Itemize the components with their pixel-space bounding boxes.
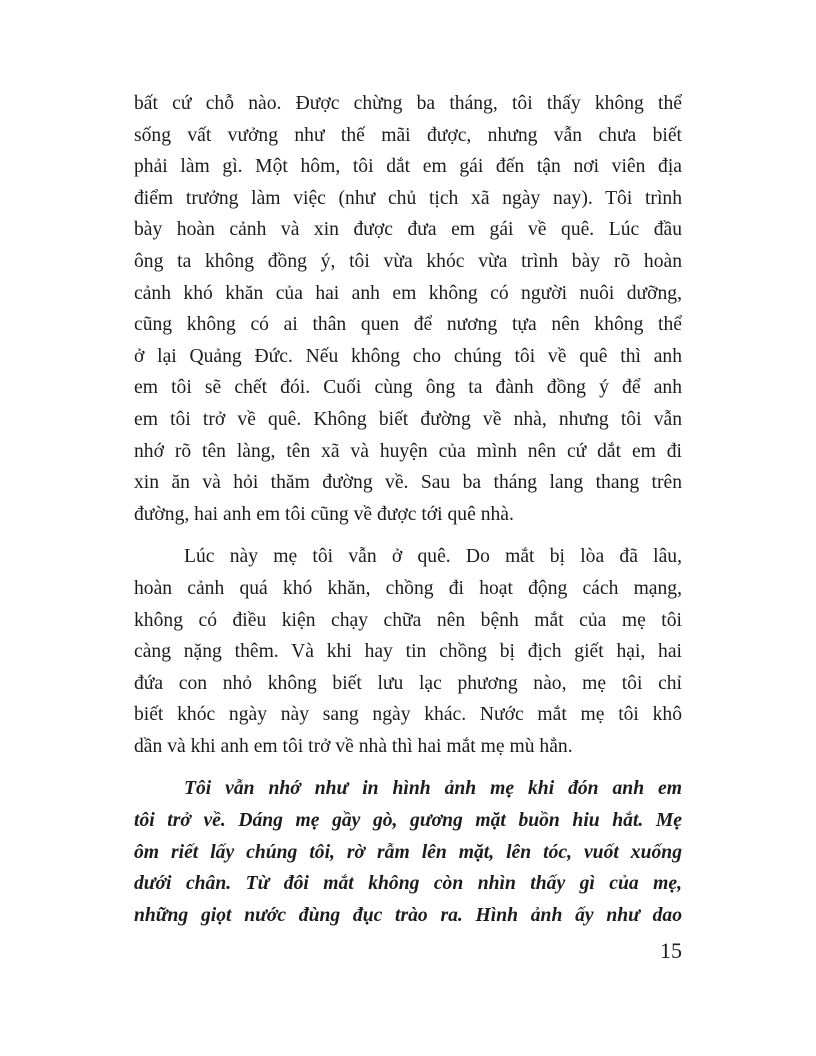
text-line: phải làm gì. Một hôm, tôi dắt em gái đến tận nơi viên địa <box>134 156 682 178</box>
text-line: dưới chân. Từ đôi mắt không còn nhìn thấy gì của mẹ, <box>134 873 682 895</box>
text-line: những giọt nước đùng đục trào ra. Hình ảnh ấy như dao <box>134 904 682 926</box>
text-line: Tôi vẫn nhớ như in hình ảnh mẹ khi đón anh em <box>184 778 682 800</box>
text-line: điểm trưởng làm việc (như chủ tịch xã ngày nay). Tôi trình <box>134 187 682 209</box>
paragraph <box>134 88 682 530</box>
text-line: ông ta không đồng ý, tôi vừa khóc vừa trình bày rõ hoàn <box>134 250 682 272</box>
text-line: em tôi trở về quê. Không biết đường về nhà, nhưng tôi vẫn <box>134 408 682 430</box>
text-line: bất cứ chỗ nào. Được chừng ba tháng, tôi thấy không thể <box>134 93 682 114</box>
text-line: Lúc này mẹ tôi vẫn ở quê. Do mắt bị lòa đã lâu, <box>184 546 682 568</box>
text-line: ôm riết lấy chúng tôi, rờ rẫm lên mặt, lên tóc, vuốt xuống <box>134 841 682 863</box>
text-line: cũng không có ai thân quen để nương tựa nên không thể <box>134 314 682 336</box>
text-line: sống vất vưởng như thế mãi được, nhưng vẫn chưa biết <box>134 124 682 146</box>
text-line: đường, hai anh em tôi cũng về được tới quê nhà. <box>134 503 514 525</box>
text-line: xin ăn và hỏi thăm đường về. Sau ba tháng lang thang trên <box>134 472 682 494</box>
text-line: biết khóc ngày này sang ngày khác. Nước mắt mẹ tôi khô <box>134 704 682 726</box>
text-line: cảnh khó khăn của hai anh em không có người nuôi dưỡng, <box>134 282 682 304</box>
text-line: em tôi sẽ chết đói. Cuối cùng ông ta đành đồng ý để anh <box>134 377 682 399</box>
text-line: đứa con nhỏ không biết lưu lạc phương nào, mẹ tôi chỉ <box>134 672 682 694</box>
text-line: dần và khi anh em tôi trở về nhà thì hai mắt mẹ mù hẳn. <box>134 735 573 757</box>
text-line: không có điều kiện chạy chữa nên bệnh mắt của mẹ tôi <box>134 609 682 631</box>
text-line: tôi trở về. Dáng mẹ gầy gò, gương mặt buồn hiu hắt. Mẹ <box>134 810 682 832</box>
page-body <box>134 88 682 942</box>
text-line: nhớ rõ tên làng, tên xã và huyện của mình nên cứ dắt em đi <box>134 440 682 462</box>
text-line: bày hoàn cảnh và xin được đưa em gái về quê. Lúc đầu <box>134 219 682 241</box>
text-line: hoàn cảnh quá khó khăn, chồng đi hoạt động cách mạng, <box>134 577 682 599</box>
page-number: 15 <box>660 938 682 963</box>
text-line: ở lại Quảng Đức. Nếu không cho chúng tôi về quê thì anh <box>134 345 682 367</box>
text-line: càng nặng thêm. Và khi hay tin chồng bị địch giết hại, hai <box>134 641 682 663</box>
paragraph <box>134 773 682 931</box>
paragraph <box>134 541 682 762</box>
